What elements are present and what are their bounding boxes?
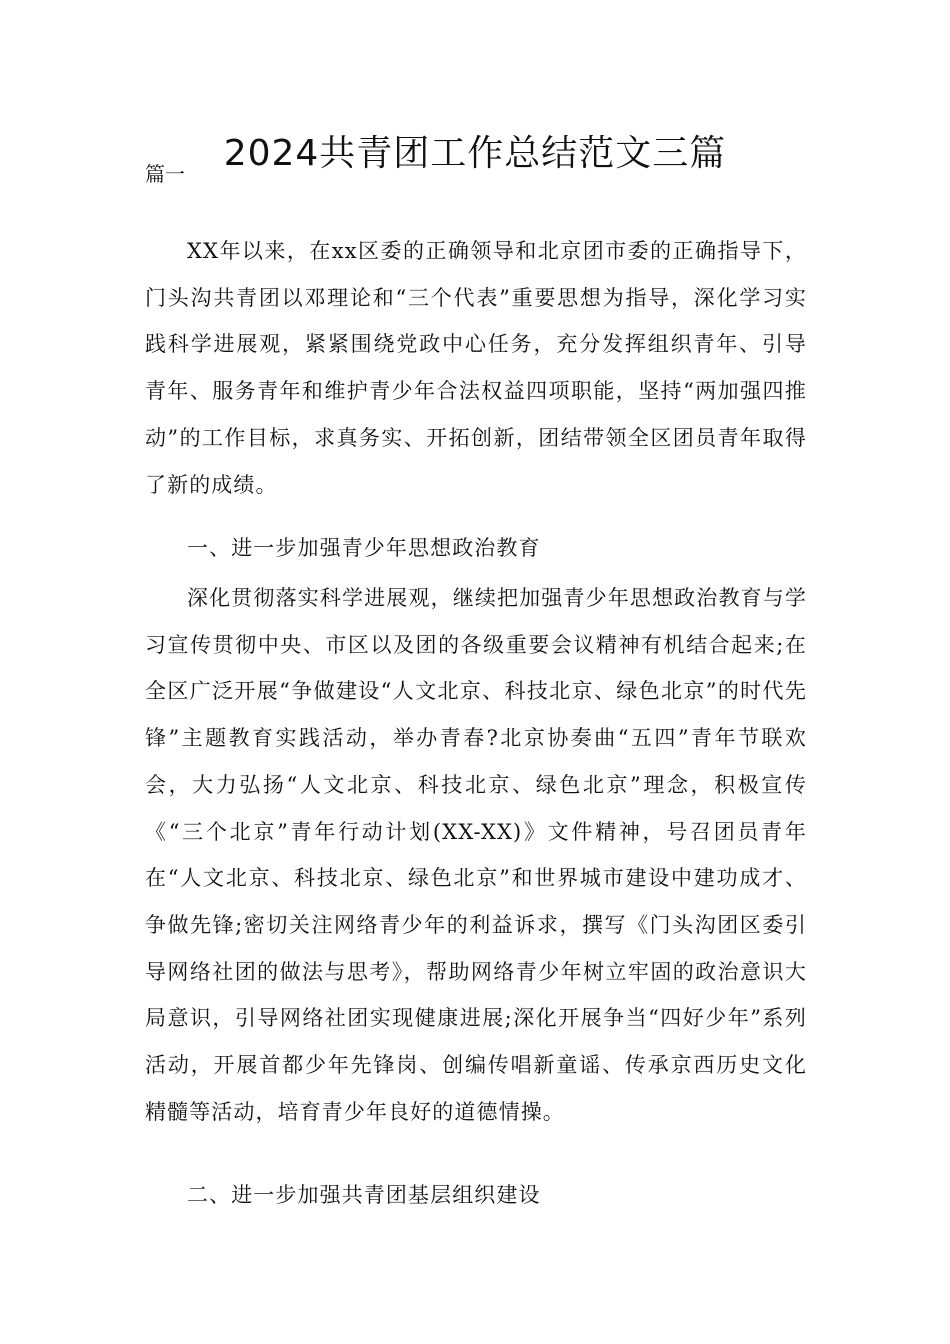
section-heading-2: 二、进一步加强共青团基层组织建设 xyxy=(187,1183,541,1207)
document-title: 2024共青团工作总结范文三篇 xyxy=(223,133,727,174)
paragraph-ideology-education: 深化贯彻落实科学进展观，继续把加强青少年思想政治教育与学习宣传贯彻中央、市区以及团的各级重要会议精神有机结合起来;在全区广泛开展“争做建设“人文北京、科技北京、绿色北京”的时代先锋”主题教育实践活动，举办青春?北京协奏曲“五四”青年节联欢会，大力弘扬“人文北京、科技北京、绿色北京”理念，积极宣传《“三个北京”青年行动计划(XX-XX)》文件精神，号召团员青年在“人文北京、科技北京、绿色北京”和世界城市建设中建功成才、争做先锋;密切关注网络青少年的利益诉求，撰写《门头沟团区委引导网络社团的做法与思考》，帮助网络青少年树立牢固的政治意识大局意识，引导网络社团实现健康进展;深化开展争当“四好少年”系列活动，开展首都少年先锋岗、创编传唱新童谣、传承京西历史文化精髓等活动，培育青少年良好的道德情操。 xyxy=(145,586,807,1124)
section-label: 篇一 xyxy=(145,162,185,186)
section-heading-1: 一、进一步加强青少年思想政治教育 xyxy=(187,536,541,560)
paragraph-intro: XX年以来，在xx区委的正确领导和北京团市委的正确指导下，门头沟共青团以邓理论和“三个代表”重要思想为指导，深化学习实践科学进展观，紧紧围绕党政中心任务，充分发挥组织青年、引导青年、服务青年和维护青少年合法权益四项职能，坚持“两加强四推动”的工作目标，求真务实、开拓创新，团结带领全区团员青年取得了新的成绩。 xyxy=(145,239,807,497)
